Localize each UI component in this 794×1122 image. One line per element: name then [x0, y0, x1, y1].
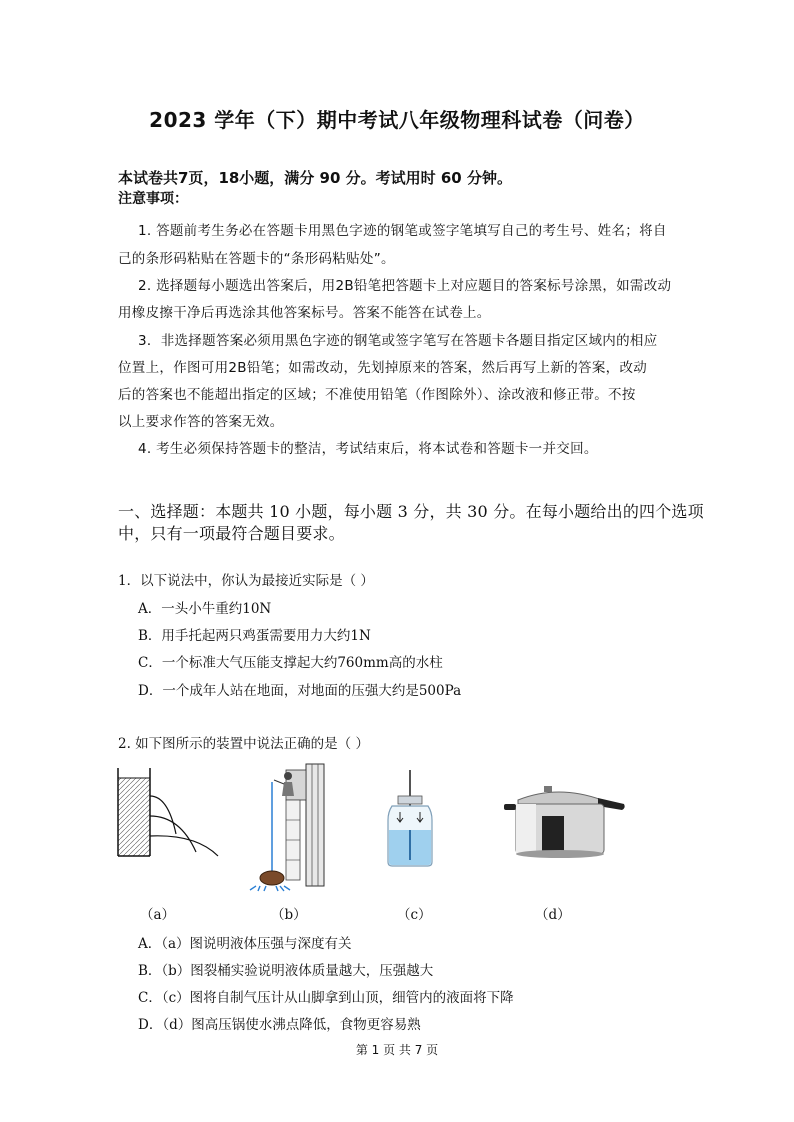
instruction-line: 己的条形码粘贴在答题卡的“条形码粘贴处”。 [118, 251, 395, 267]
figure-a-container-diagram [110, 764, 228, 864]
figure-b-caption: （b） [271, 907, 307, 923]
figure-c-barometer-jar [380, 766, 440, 870]
section-heading-line2: 中，只有一项最符合题目要求。 [118, 524, 345, 543]
figure-d-pressure-cooker [498, 782, 628, 862]
question-2-stem: 2. 如下图所示的装置中说法正确的是（ ） [118, 736, 369, 752]
q2-option-c: C．（c）图将自制气压计从山脚拿到山顶，细管内的液面将下降 [138, 990, 514, 1006]
instruction-line: 1. 答题前考生务必在答题卡用黑色字迹的钢笔或签字笔填写自己的考生号、姓名；将自 [138, 223, 667, 239]
instruction-line: 4. 考生必须保持答题卡的整洁，考试结束后，将本试卷和答题卡一并交回。 [138, 441, 598, 457]
q1-option-c: C．一个标准大气压能支撑起大约760mm高的水柱 [138, 655, 443, 671]
instruction-line: 2. 选择题每小题选出答案后，用2B铅笔把答题卡上对应题目的答案标号涂黑，如需改动 [138, 278, 672, 294]
exam-title: 2023 学年（下）期中考试八年级物理科试卷（问卷） [149, 108, 645, 132]
q2-option-a: A．（a）图说明液体压强与深度有关 [138, 936, 352, 952]
instruction-line: 位置上，作图可用2B铅笔；如需改动，先划掉原来的答案，然后再写上新的答案，改动 [118, 360, 648, 376]
figure-a-caption: （a） [140, 907, 176, 923]
q1-option-b: B．用手托起两只鸡蛋需要用力大约1N [138, 628, 371, 644]
q1-option-d: D．一个成年人站在地面，对地面的压强大约是500Pa [138, 683, 462, 699]
question-1-stem: 1．以下说法中，你认为最接近实际是（ ） [118, 573, 374, 589]
instruction-line: 以上要求作答的答案无效。 [118, 414, 284, 430]
figure-d-caption: （d） [535, 907, 571, 923]
instruction-line: 后的答案也不能超出指定的区域；不准使用铅笔（作图除外）、涂改液和修正带。不按 [118, 387, 636, 403]
notice-label: 注意事项： [118, 191, 188, 207]
q2-option-b: B．（b）图裂桶实验说明液体质量越大，压强越大 [138, 963, 434, 979]
instruction-line: 用橡皮擦干净后再选涂其他答案标号。答案不能答在试卷上。 [118, 305, 491, 321]
figure-b-barrel-experiment [246, 760, 330, 892]
exam-summary: 本试卷共7页，18小题，满分 90 分。考试用时 60 分钟。 [118, 169, 512, 187]
instruction-line: 3．非选择题答案必须用黑色字迹的钢笔或签字笔写在答题卡各题目指定区域内的相应 [138, 333, 658, 349]
section-heading-line1: 一、选择题：本题共 10 小题，每小题 3 分，共 30 分。在每小题给出的四个选项 [118, 502, 704, 521]
q2-option-d: D．（d）图高压锅使水沸点降低，食物更容易熟 [138, 1017, 421, 1033]
figure-c-caption: （c） [397, 907, 432, 923]
page-footer: 第 1 页 共 7 页 [355, 1043, 439, 1057]
q1-option-a: A．一头小牛重约10N [138, 601, 272, 617]
